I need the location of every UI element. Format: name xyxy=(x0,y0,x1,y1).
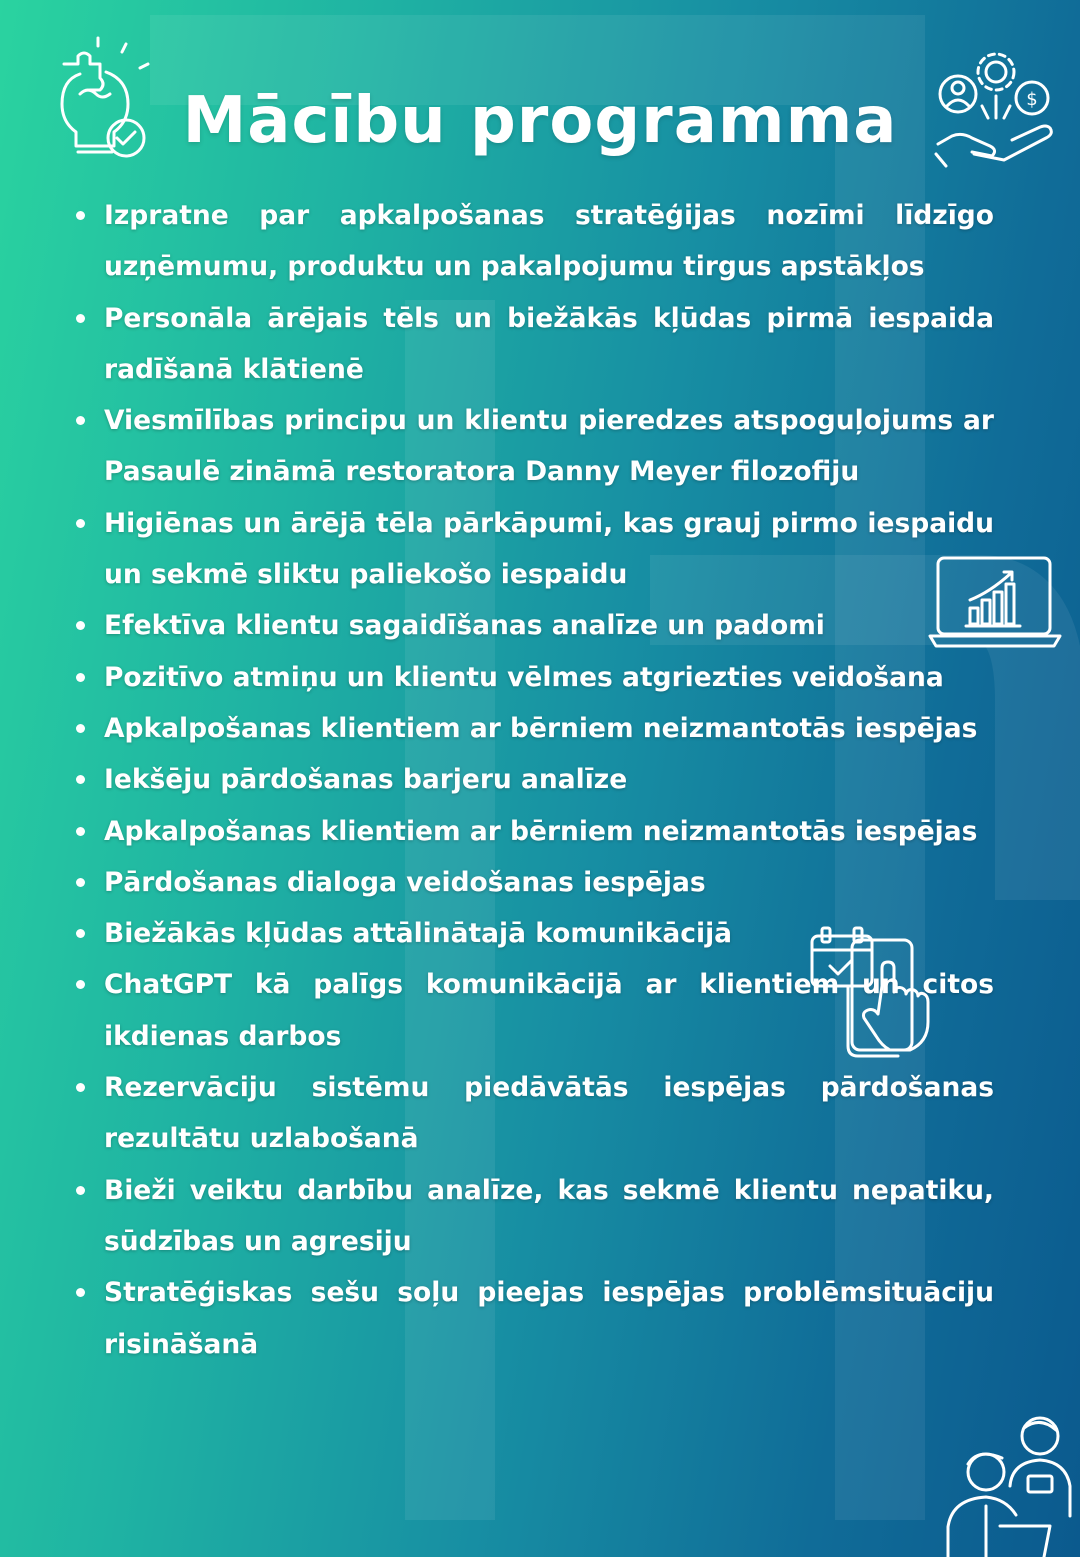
svg-text:$: $ xyxy=(1026,89,1038,110)
list-item: Viesmīlības principu un klientu pieredzes atspoguļojums ar Pasaulē zināmā restoratora Danny Meyer filozofiju xyxy=(72,395,994,498)
list-item: Biežākās kļūdas attālinātajā komunikācijā xyxy=(72,908,994,959)
list-item: Bieži veiktu darbību analīze, kas sekmē klientu nepatiku, sūdzības un agresiju xyxy=(72,1165,994,1268)
laptop-chart-icon xyxy=(928,554,1064,652)
calendar-phone-tap-icon xyxy=(808,926,932,1060)
list-item: Rezervāciju sistēmu piedāvātās iespējas pārdošanas rezultātu uzlabošanā xyxy=(72,1062,994,1165)
list-item: Apkalpošanas klientiem ar bērniem neizmantotās iespējas xyxy=(72,806,994,857)
hand-people-gear-money-icon xyxy=(934,50,1056,168)
list-item: Apkalpošanas klientiem ar bērniem neizmantotās iespējas xyxy=(72,703,994,754)
list-item: Pozitīvo atmiņu un klientu vēlmes atgriezties veidošana xyxy=(72,652,994,703)
lightbulb-puzzle-icon xyxy=(50,34,160,164)
list-item: Pārdošanas dialoga veidošanas iespējas xyxy=(72,857,994,908)
list-item: Izpratne par apkalpošanas stratēģijas nozīmi līdzīgo uzņēmumu, produktu un pakalpojumu tirgus apstākļos xyxy=(72,190,994,293)
list-item: Personāla ārējais tēls un biežākās kļūdas pirmā iespaida radīšanā klātienē xyxy=(72,293,994,396)
list-item: Higiēnas un ārējā tēla pārkāpumi, kas grauj pirmo iespaidu un sekmē sliktu paliekošo iespaidu xyxy=(72,498,994,601)
list-item: Efektīva klientu sagaidīšanas analīze un padomi xyxy=(72,600,994,651)
page-title: Mācību programma xyxy=(182,84,898,158)
list-item: Stratēģiskas sešu soļu pieejas iespējas problēmsituāciju risināšanā xyxy=(72,1267,994,1370)
list-item: Iekšēju pārdošanas barjeru analīze xyxy=(72,754,994,805)
meeting-people-icon xyxy=(940,1406,1080,1557)
list-item: ChatGPT kā palīgs komunikācijā ar klientiem un citos ikdienas darbos xyxy=(72,959,994,1062)
curriculum-list xyxy=(72,190,994,1370)
